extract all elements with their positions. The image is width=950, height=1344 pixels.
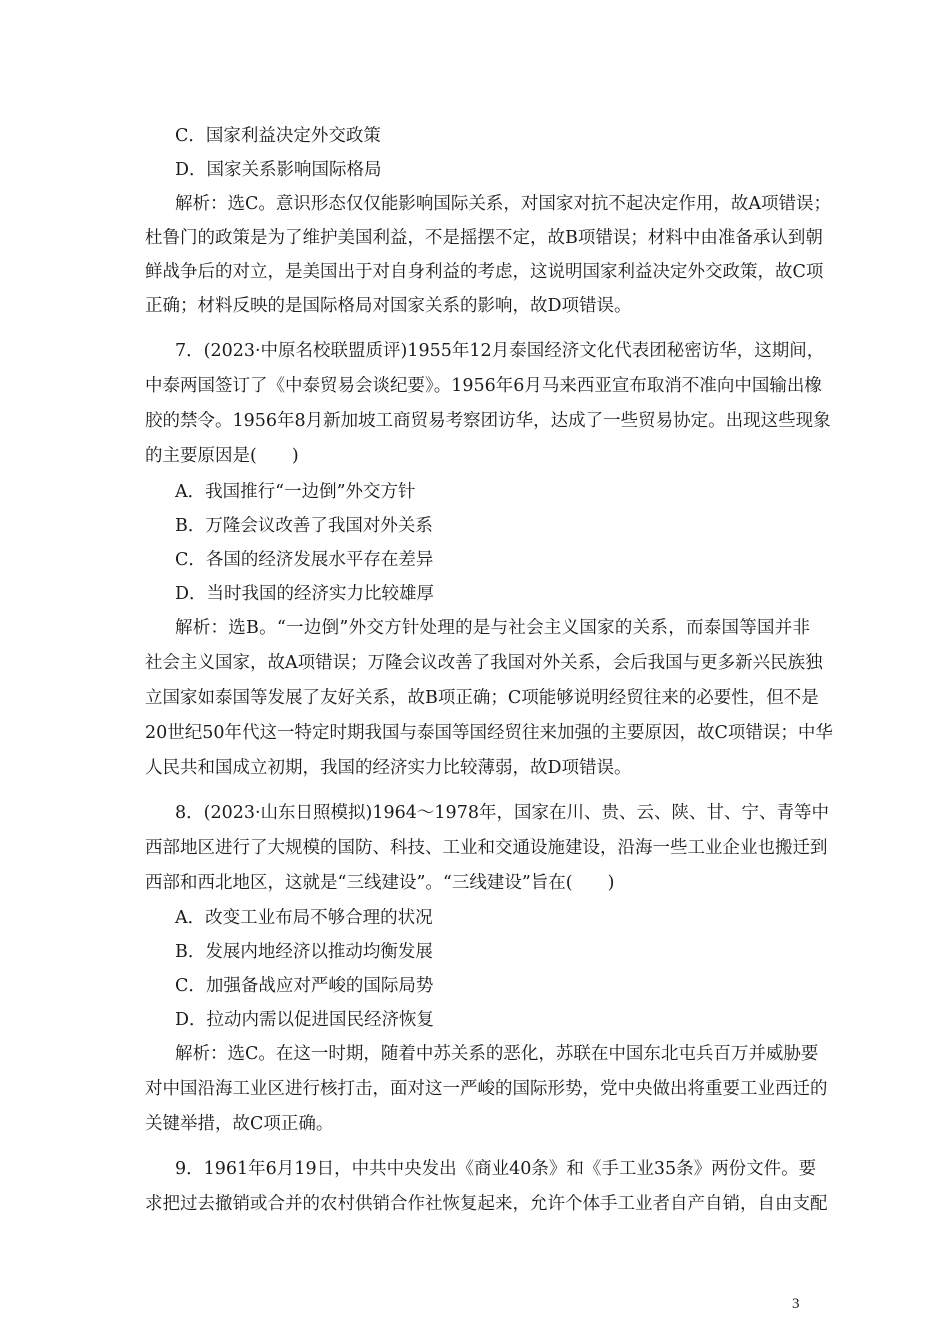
option-c: C．各国的经济发展水平存在差异 xyxy=(175,550,434,570)
page-number: 3 xyxy=(792,1296,800,1312)
analysis-line: 对中国沿海工业区进行核打击，面对这一严峻的国际形势，党中央做出将重要工业西迁的 xyxy=(145,1079,828,1099)
analysis-line: 解析：选C。意识形态仅仅能影响国际关系，对国家对抗不起决定作用，故A项错误； xyxy=(175,194,832,214)
option-b: B．万隆会议改善了我国对外关系 xyxy=(175,516,433,536)
analysis-line: 正确；材料反映的是国际格局对国家关系的影响，故D项错误。 xyxy=(145,296,632,316)
option-c: C．国家利益决定外交政策 xyxy=(175,126,381,146)
question-8-line: 西部和西北地区，这就是“三线建设”。“三线建设”旨在( ) xyxy=(145,873,615,893)
analysis-line: 人民共和国成立初期，我国的经济实力比较薄弱，故D项错误。 xyxy=(145,758,632,778)
analysis-line: 杜鲁门的政策是为了维护美国利益，不是摇摆不定，故B项错误；材料中由准备承认到朝 xyxy=(145,228,823,248)
question-8-line: 西部地区进行了大规模的国防、科技、工业和交通设施建设，沿海一些工业企业也搬迁到 xyxy=(145,838,828,858)
question-9-line: 求把过去撤销或合并的农村供销合作社恢复起来，允许个体手工业者自产自销，自由支配 xyxy=(145,1194,828,1214)
option-d: D．当时我国的经济实力比较雄厚 xyxy=(175,584,435,604)
option-d: D．拉动内需以促进国民经济恢复 xyxy=(175,1010,435,1030)
option-a: A．我国推行“一边倒”外交方针 xyxy=(175,482,416,502)
option-d: D．国家关系影响国际格局 xyxy=(175,160,382,180)
option-c: C．加强备战应对严峻的国际局势 xyxy=(175,976,434,996)
analysis-line: 鲜战争后的对立，是美国出于对自身利益的考虑，这说明国家利益决定外交政策，故C项 xyxy=(145,262,824,282)
question-7-line: 的主要原因是( ) xyxy=(145,446,299,466)
question-7-line: 胶的禁令。1956年8月新加坡工商贸易考察团访华，达成了一些贸易协定。出现这些现象 xyxy=(145,411,831,431)
analysis-line: 解析：选C。在这一时期，随着中苏关系的恶化，苏联在中国东北屯兵百万并威胁要 xyxy=(175,1044,819,1064)
analysis-line: 关键举措，故C项正确。 xyxy=(145,1114,334,1134)
analysis-line: 立国家如泰国等发展了友好关系，故B项正确；C项能够说明经贸往来的必要性，但不是 xyxy=(145,688,819,708)
analysis-line: 社会主义国家，故A项错误；万隆会议改善了我国对外关系，会后我国与更多新兴民族独 xyxy=(145,653,823,673)
question-9-line: 9．1961年6月19日，中共中央发出《商业40条》和《手工业35条》两份文件。要 xyxy=(175,1159,817,1179)
question-8-line: 8．(2023·山东日照模拟)1964～1978年，国家在川、贵、云、陕、甘、宁、青等中 xyxy=(175,803,829,823)
question-7-line: 7．(2023·中原名校联盟质评)1955年12月泰国经济文化代表团秘密访华，这期间， xyxy=(175,341,825,361)
analysis-line: 20世纪50年代这一特定时期我国与泰国等国经贸往来加强的主要原因，故C项错误；中华 xyxy=(145,723,833,743)
question-7-line: 中泰两国签订了《中泰贸易会谈纪要》。1956年6月马来西亚宣布取消不准向中国输出橡 xyxy=(145,376,822,396)
option-b: B．发展内地经济以推动均衡发展 xyxy=(175,942,433,962)
analysis-line: 解析：选B。“一边倒”外交方针处理的是与社会主义国家的关系，而泰国等国并非 xyxy=(175,618,810,638)
option-a: A．改变工业布局不够合理的状况 xyxy=(175,908,433,928)
